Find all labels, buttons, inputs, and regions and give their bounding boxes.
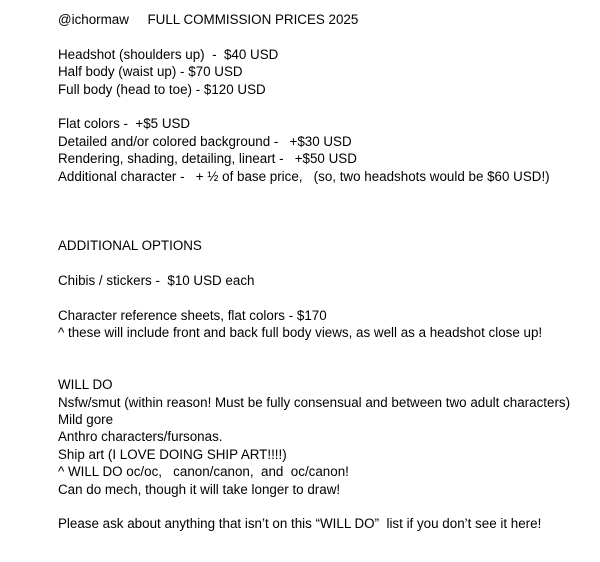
spacer: [58, 185, 598, 237]
spacer: [58, 98, 598, 115]
additional-options-section: [58, 237, 598, 341]
base-prices-list: [58, 46, 598, 98]
price-headshot: Headshot (shoulders up) - $40 USD: [58, 46, 279, 62]
will-do-item: Anthro characters/fursonas.: [58, 429, 223, 445]
footer-note: Please ask about anything that isn’t on this “WILL DO” list if you don’t see it here!: [58, 516, 542, 532]
price-full-body: Full body (head to toe) - $120 USD: [58, 81, 266, 97]
spacer: [58, 341, 598, 376]
spacer: [58, 254, 598, 271]
addon-rendering: Rendering, shading, detailing, lineart - +$50 USD: [58, 151, 357, 167]
price-half-body: Half body (waist up) - $70 USD: [58, 64, 243, 80]
spacer: [58, 498, 598, 515]
document-title: @ichormaw FULL COMMISSION PRICES 2025: [58, 12, 359, 27]
spacer: [58, 289, 598, 306]
will-do-item: Nsfw/smut (within reason! Must be fully consensual and between two adult characters): [58, 394, 571, 410]
addons-list: [58, 115, 598, 185]
addon-flat-colors: Flat colors - +$5 USD: [58, 116, 191, 132]
additional-options-heading: ADDITIONAL OPTIONS: [58, 238, 202, 254]
ref-sheet-note: ^ these will include front and back full body views, as well as a headshot close up!: [58, 325, 543, 341]
ref-sheet-price: Character reference sheets, flat colors - $170: [58, 307, 327, 323]
addon-additional-character: Additional character - + ½ of base price, (so, two headshots would be $60 USD!): [58, 168, 550, 184]
will-do-item: Can do mech, though it will take longer to draw!: [58, 481, 341, 497]
will-do-section: [58, 376, 598, 498]
commission-document: [58, 11, 598, 533]
will-do-item: ^ WILL DO oc/oc, canon/canon, and oc/canon!: [58, 464, 349, 480]
spacer: [58, 28, 598, 45]
addon-background: Detailed and/or colored background - +$30 USD: [58, 133, 352, 149]
chibis-price: Chibis / stickers - $10 USD each: [58, 272, 255, 288]
will-do-item: Ship art (I LOVE DOING SHIP ART!!!!): [58, 446, 287, 462]
will-do-item: Mild gore: [58, 412, 114, 428]
will-do-heading: WILL DO: [58, 377, 113, 393]
